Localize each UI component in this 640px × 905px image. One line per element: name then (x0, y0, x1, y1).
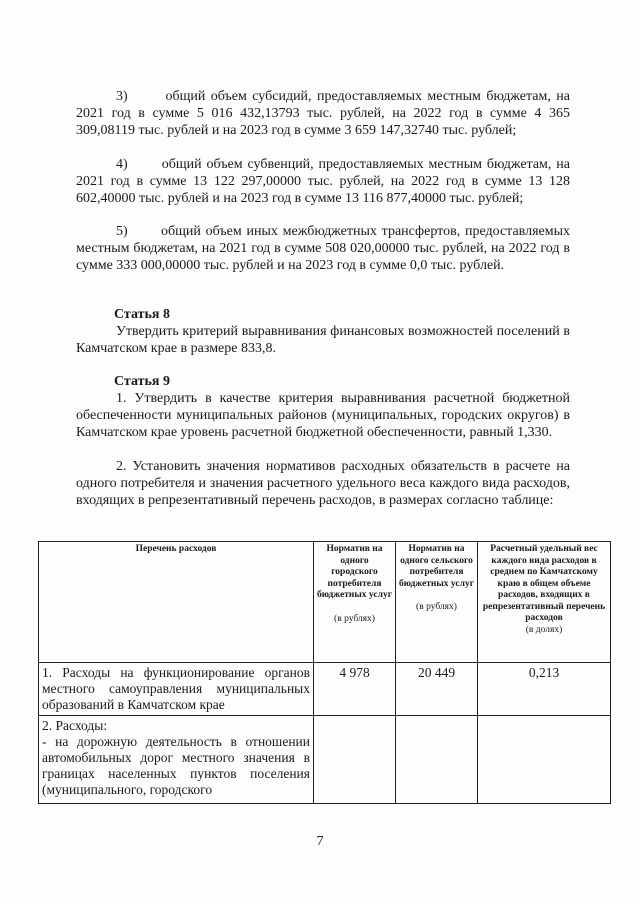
article-9-heading: Статья 9 (114, 374, 170, 389)
article-9-point-1: 1. Утвердить в качестве критерия выравнивания расчетной бюджетной обеспеченности муниципальных районов (муниципальных, городских округов) в Камчатском крае уровень расчетной бюджетной обеспеченности, равный 1,330. (76, 391, 570, 440)
table-row (39, 663, 611, 716)
table-row (39, 716, 611, 804)
header-urban-norm: Норматив на одного городского потребителя бюджетных услуг (в рублях) (314, 542, 396, 663)
row-2-weight-value (478, 716, 611, 804)
paragraph-subventions: 4) общий объем субвенций, предоставляемых местным бюджетам, на 2021 год в сумме 13 122 297,00000 тыс. рублей, на 2022 год в сумме 13 128 602,40000 тыс. рублей и на 2023 год в сумме 13 116 877,40000 тыс. рублей; (76, 157, 570, 206)
paragraph-subsidies: 3) общий объем субсидий, предоставляемых местным бюджетам, на 2021 год в сумме 5 016 432,13793 тыс. рублей, на 2022 год в сумме 4 365 309,08119 тыс. рублей и на 2023 год в сумме 3 659 147,32740 тыс. рублей; (76, 89, 570, 138)
table-header-row (39, 542, 611, 663)
row-1-urban-value: 4 978 (314, 663, 396, 716)
header-weight: Расчетный удельный вес каждого вида расходов в среднем по Камчатскому краю в общем объеме расходов, входящих в репрезентативный перечень расходов (в долях) (478, 542, 611, 663)
page-number: 7 (316, 834, 324, 849)
row-2-rural-value (396, 716, 478, 804)
article-9-point-2: 2. Установить значения нормативов расходных обязательств в расчете на одного потребителя и значения расчетного удельного веса каждого вида расходов, входящих в репрезентативный перечень расходов, в размерах согласно таблице: (76, 459, 570, 508)
row-2-urban-value (314, 716, 396, 804)
article-8-text: Утвердить критерий выравнивания финансовых возможностей поселений в Камчатском крае в размере 833,8. (76, 324, 570, 356)
article-8-heading: Статья 8 (114, 307, 170, 322)
row-1-description: 1. Расходы на функционирование органов местного самоуправления муниципальных образований в Камчатском крае (39, 663, 314, 716)
header-expense-list: Перечень расходов (39, 542, 314, 663)
expenditure-norms-table (38, 541, 611, 804)
header-rural-norm: Норматив на одного сельского потребителя бюджетных услуг (в рублях) (396, 542, 478, 663)
paragraph-other-transfers: 5) общий объем иных межбюджетных трансфертов, предоставляемых местным бюджетам, на 2021 год в сумме 508 020,00000 тыс. рублей, на 2022 год в сумме 333 000,00000 тыс. рублей и на 2023 год в сумме 0,0 тыс. рублей. (76, 224, 570, 273)
row-2-description: 2. Расходы: - на дорожную деятельность в отношении автомобильных дорог местного значения в границах населенных пунктов поселения (муниципального, городского (39, 716, 314, 804)
row-1-rural-value: 20 449 (396, 663, 478, 716)
row-1-weight-value: 0,213 (478, 663, 611, 716)
